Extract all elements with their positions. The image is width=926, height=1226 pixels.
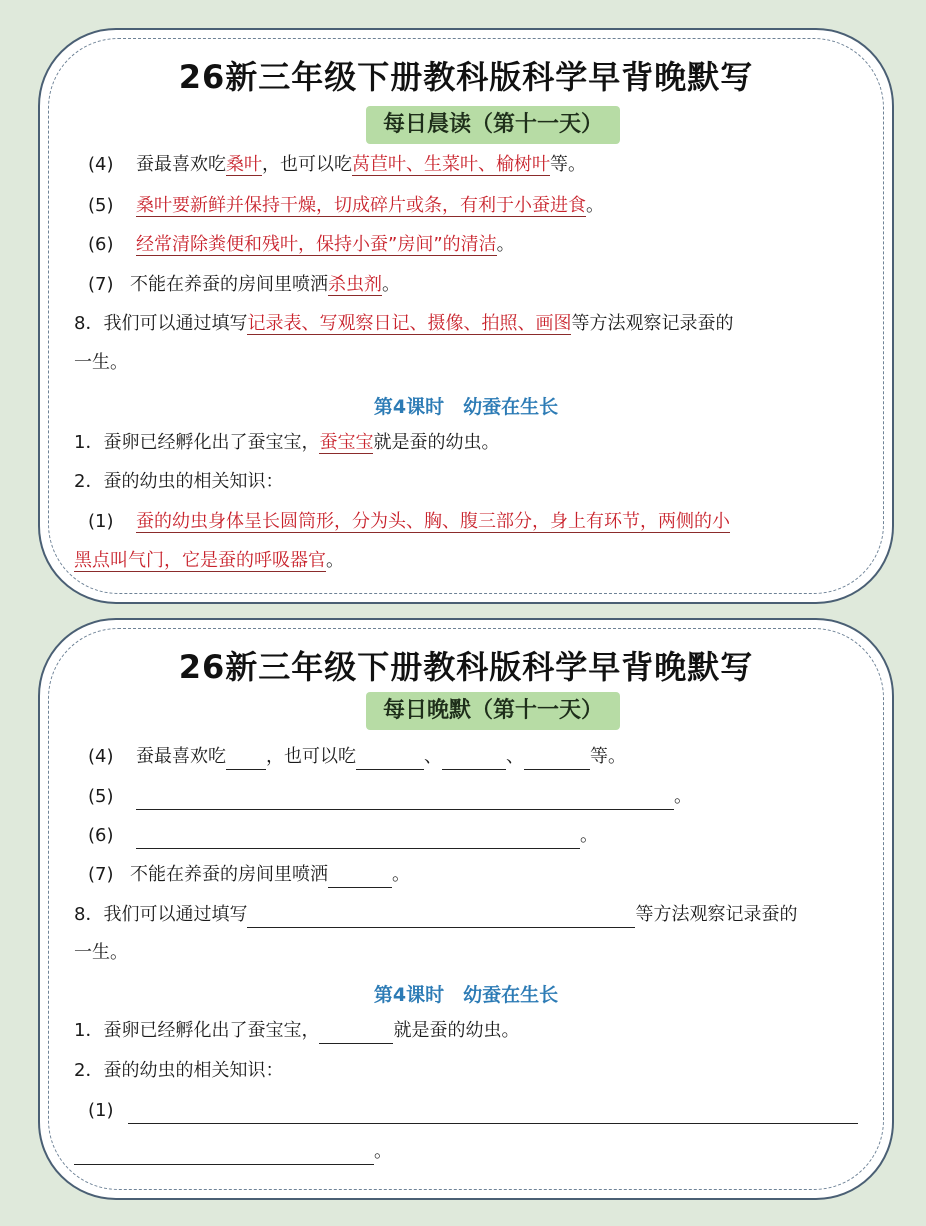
lesson-item-2-1-cont: 黑点叫气门，它是蚕的呼吸器官。 — [74, 550, 344, 571]
blank-line[interactable] — [136, 828, 580, 849]
question-8: 8．我们可以通过填写记录表、写观察日记、摄像、拍照、画图等方法观察记录蚕的 — [74, 313, 734, 334]
answer: 蚕宝宝 — [319, 432, 374, 453]
lesson-item-2: 2．蚕的幼虫的相关知识： — [74, 471, 284, 492]
question-4: (4) 蚕最喜欢吃桑叶，也可以吃莴苣叶、生菜叶、榆树叶等。 — [88, 154, 586, 175]
lesson-item-2-1-cont: 。 — [74, 1139, 392, 1165]
question-5: (5) 。 — [74, 784, 692, 810]
answer: 蚕的幼虫身体呈长圆筒形，分为头、胸、腹三部分，身上有环节，两侧的小 — [136, 511, 730, 532]
evening-card — [38, 618, 894, 1200]
question-4: (4) 蚕最喜欢吃 ，也可以吃 、 、 等。 — [74, 744, 626, 770]
blank-line[interactable] — [226, 749, 266, 770]
blank-line[interactable] — [356, 749, 424, 770]
blank-line[interactable] — [247, 907, 635, 928]
question-6: (6) 经常清除粪便和残叶，保持小蚕”房间”的清洁。 — [88, 234, 515, 255]
lesson-item-2-1: (1) — [74, 1098, 858, 1124]
lesson-heading: 第4课时 幼蚕在生长 — [373, 396, 559, 418]
question-7: (7) 不能在养蚕的房间里喷洒杀虫剂。 — [88, 274, 400, 295]
blank-line[interactable] — [128, 1103, 858, 1124]
question-8: 8．我们可以通过填写 等方法观察记录蚕的 — [74, 902, 797, 928]
question-8-cont: 一生。 — [74, 942, 128, 963]
blank-line[interactable] — [136, 789, 674, 810]
lesson-item-1: 1．蚕卵已经孵化出了蚕宝宝，蚕宝宝就是蚕的幼虫。 — [74, 432, 500, 453]
answer: 桑叶要新鲜并保持干燥，切成碎片或条，有利于小蚕进食 — [136, 195, 586, 216]
section-badge: 每日晨读（第十一天） — [366, 106, 620, 144]
page-title: 26新三年级下册教科版科学早背晚默写 — [178, 648, 754, 686]
answer: 桑叶 — [226, 154, 262, 175]
lesson-heading: 第4课时 幼蚕在生长 — [373, 984, 559, 1006]
blank-line[interactable] — [524, 749, 590, 770]
blank-line[interactable] — [328, 867, 392, 888]
answer: 黑点叫气门，它是蚕的呼吸器官 — [74, 550, 326, 571]
blank-line[interactable] — [319, 1023, 393, 1044]
page-title: 26新三年级下册教科版科学早背晚默写 — [178, 58, 754, 96]
lesson-item-2-1: (1) 蚕的幼虫身体呈长圆筒形，分为头、胸、腹三部分，身上有环节，两侧的小 — [88, 511, 730, 532]
lesson-item-2: 2．蚕的幼虫的相关知识： — [74, 1060, 284, 1081]
question-5: (5) 桑叶要新鲜并保持干燥，切成碎片或条，有利于小蚕进食。 — [88, 195, 604, 216]
blank-line[interactable] — [442, 749, 506, 770]
question-8-cont: 一生。 — [74, 352, 128, 373]
blank-line[interactable] — [74, 1144, 374, 1165]
answer: 记录表、写观察日记、摄像、拍照、画图 — [247, 313, 572, 334]
section-badge: 每日晚默（第十一天） — [366, 692, 620, 730]
answer: 经常清除粪便和残叶，保持小蚕”房间”的清洁 — [136, 234, 497, 255]
question-7: (7) 不能在养蚕的房间里喷洒 。 — [74, 862, 410, 888]
morning-card — [38, 28, 894, 604]
answer: 莴苣叶、生菜叶、榆树叶 — [352, 154, 550, 175]
lesson-item-1: 1．蚕卵已经孵化出了蚕宝宝， 就是蚕的幼虫。 — [74, 1018, 519, 1044]
question-6: (6) 。 — [74, 823, 598, 849]
answer: 杀虫剂 — [328, 274, 382, 295]
